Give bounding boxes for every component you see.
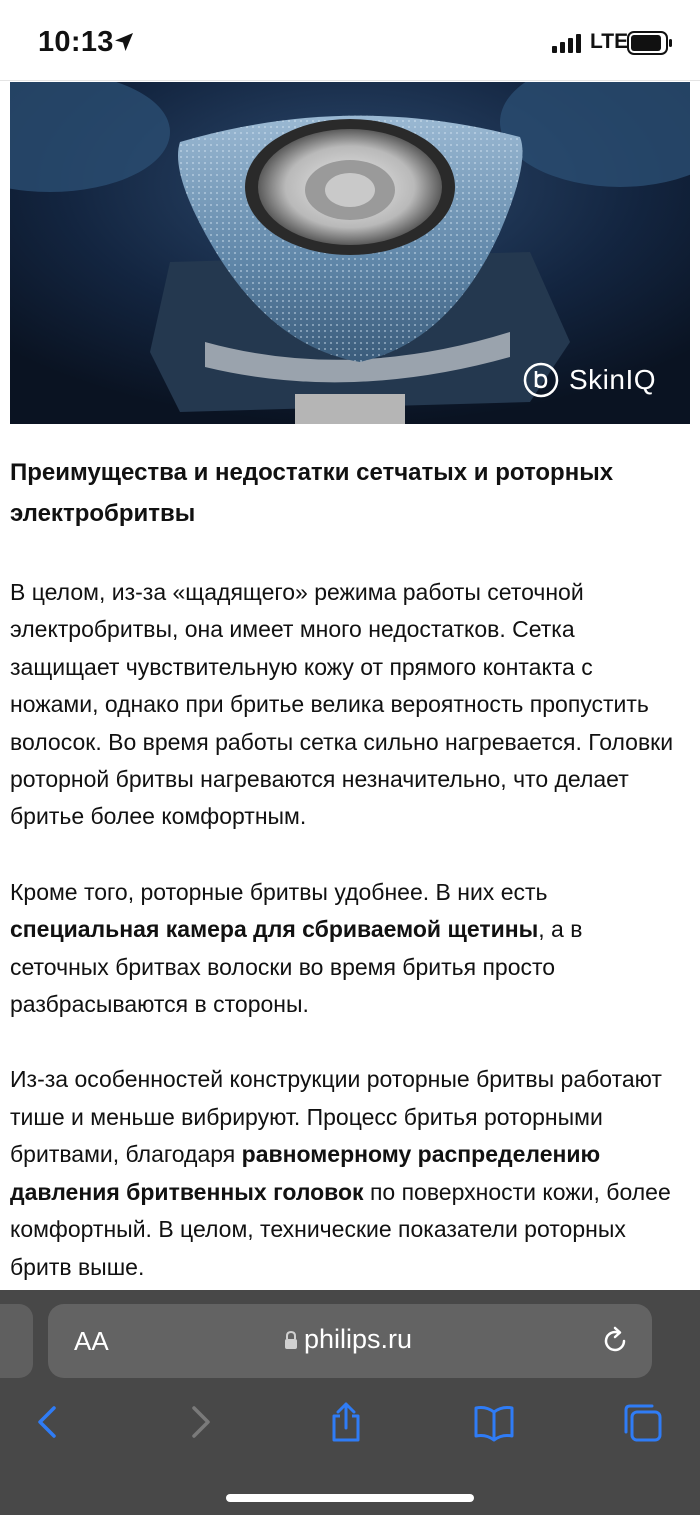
location-arrow-icon [112,30,136,54]
url-text[interactable]: philips.ru [304,1324,413,1354]
paragraph-2-bold: специальная камера для сбриваемой щетины [10,916,539,943]
lock-icon [284,1330,298,1350]
tabs-icon[interactable] [622,1402,662,1442]
paragraph-3-text-end: по поверхности кожи, более комфортный. В целом, технические показатели роторных бритв выше. [10,1178,671,1280]
article-body [10,452,682,1324]
article-paragraph-1: В целом, из-за «щадящего» режима работы сеточной электробритвы, она имеет много недостатков. Сетка защищает чувствительную кожу от прямого контакта с ножами, однако при бритье велика вероятность пропустить волосок. Во время работы сетка сильно нагревается. Головки роторной бритвы нагреваются незначительно, что делает бритье более комфортным. [10,579,674,830]
bookmarks-icon[interactable] [474,1402,514,1442]
status-time: 10:13 [38,26,114,58]
browser-toolbar [0,1290,700,1515]
paragraph-2-text: Кроме того, роторные бритвы удобнее. В них есть [10,878,548,905]
article-paragraph-3 [10,1061,682,1285]
paragraph-3-bold: равномерному распределению давления бритвенных головок [10,1141,601,1205]
reload-icon[interactable] [600,1326,630,1356]
skiniq-badge-text: SkinIQ [568,364,656,395]
paragraph-3-text: Из-за особенностей конструкции роторные бритвы работают тише и меньше вибрируют. Процесс бритья роторными бритвами, благодаря [10,1066,662,1168]
forward-icon[interactable] [180,1402,220,1442]
previous-tab-preview[interactable] [0,1304,33,1378]
cellular-signal-icon [552,33,584,53]
skiniq-logo-icon [523,362,559,398]
network-type: LTE [590,30,629,53]
hero-image [10,82,690,424]
status-bar [0,0,700,81]
share-icon[interactable] [326,1402,366,1442]
back-icon[interactable] [28,1402,68,1442]
text-size-button[interactable]: AA [74,1326,109,1356]
address-bar[interactable] [48,1304,652,1378]
skiniq-badge [523,362,656,398]
home-indicator[interactable] [226,1494,474,1502]
paragraph-2-text-end: , а в сеточных бритвах волоски во время бритья просто разбрасываются в стороны. [10,916,583,1018]
battery-icon [627,31,673,55]
article-paragraph-2 [10,874,682,1024]
article-heading: Преимущества и недостатки сетчатых и роторных электробритвы [10,459,614,527]
